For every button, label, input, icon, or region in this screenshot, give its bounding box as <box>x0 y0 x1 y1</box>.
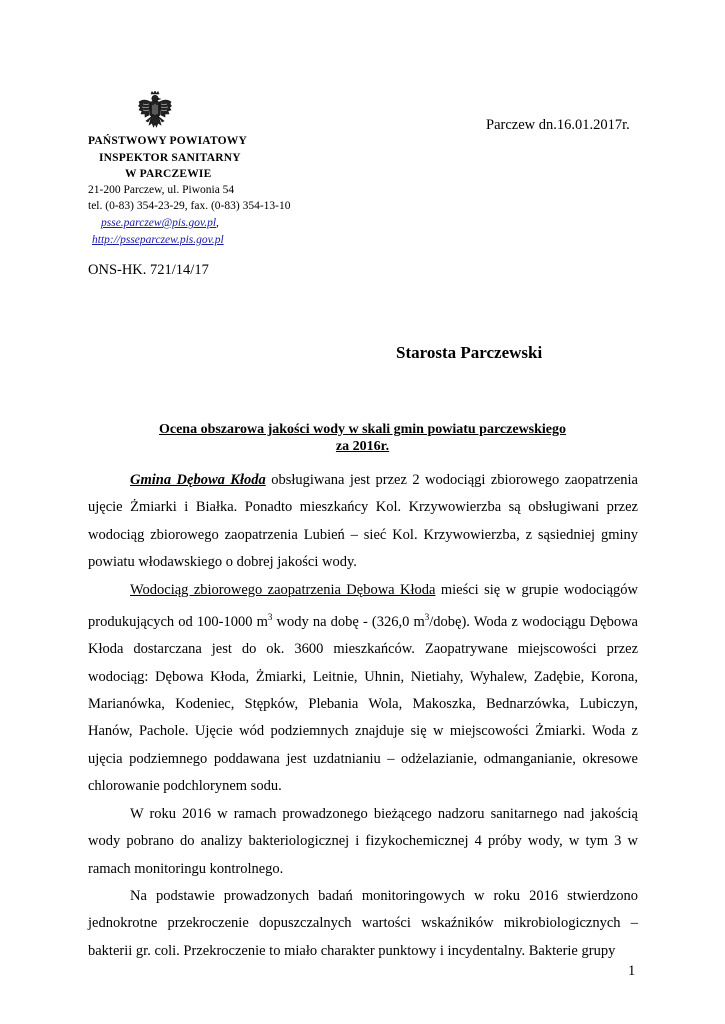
paragraph-4: Na podstawie prowadzonych badań monitoringowych w roku 2016 stwierdzono jednokrotne przekroczenie dopuszczalnych wartości wskaźników mikrobiologicznych – bakterii gr. coli. Przekroczenie to miało charakter punktowy i incydentalny. Bakterie grupy <box>88 887 638 959</box>
document-title-line2: za 2016r. <box>335 439 390 454</box>
document-title-line1: Ocena obszarowa jakości wody w skali gmin powiatu parczewskiego <box>158 422 567 437</box>
paragraph-2-text-a: mieści się w grupie wodociągów produkujących od 100-1000 m <box>88 581 638 630</box>
addressee: Starosta Parczewski <box>396 343 543 362</box>
page-number: 1 <box>628 963 636 979</box>
org-name-line1: PAŃSTWOWY POWIATOWY <box>88 135 247 147</box>
org-name-line2: INSPEKTOR SANITARNY <box>99 152 241 164</box>
paragraph-1-text: obsługiwana jest przez 2 wodociągi zbiorowego zaopatrzenia ujęcie Żmiarki i Białka. Ponadto mieszkańcy Kol. Krzywowierzba są obsługiwani przez wodociąg zbiorowego zaopatrzenia Lubień – sieć Kol. Krzywowierzba, z sąsiedniej gminy powiatu włodawskiego o dobrej jakości wody. <box>88 472 638 571</box>
website-link[interactable]: http://psseparczew.pis.gov.pl <box>92 234 224 246</box>
org-website-line <box>92 233 224 248</box>
paragraph-2 <box>88 577 638 801</box>
waterworks-name: Wodociąg zbiorowego zaopatrzenia Dębowa Kłoda <box>130 581 436 598</box>
email-suffix: , <box>216 217 219 229</box>
superscript-3: 3 <box>424 612 430 623</box>
polish-eagle-emblem-icon <box>137 91 173 133</box>
org-email-line <box>101 216 219 231</box>
reference-number: ONS-HK. 721/14/17 <box>88 262 209 278</box>
email-link[interactable]: psse.parczew@pis.gov.pl <box>101 217 217 229</box>
document-title <box>0 421 725 455</box>
superscript-3: 3 <box>267 612 273 623</box>
org-name-line3: W PARCZEWIE <box>125 168 212 180</box>
municipality-name: Gmina Dębowa Kłoda <box>130 472 266 488</box>
org-address: 21-200 Parczew, ul. Piwonia 54 <box>88 184 235 196</box>
paragraph-3: W roku 2016 w ramach prowadzonego bieżącego nadzoru sanitarnego nad jakością wody pobrano do analizy bakteriologicznej i fizykochemicznej 4 próby wody, w tym 3 w ramach monitoringu kontrolnego. <box>88 805 638 877</box>
paragraph-2-text-b: wody na dobę - (326,0 m <box>272 613 425 630</box>
document-body <box>88 467 638 965</box>
document-date: Parczew dn.16.01.2017r. <box>486 117 630 133</box>
paragraph-1 <box>88 467 638 577</box>
paragraph-2-text-c: /dobę). Woda z wodociągu Dębowa Kłoda dostarczana jest do ok. 3600 mieszkańców. Zaopatrywane miejscowości przez wodociąg: Dębowa Kłoda, Żmiarki, Leitnie, Uhnin, Nietiahy, Wyhalew, Zadębie, Korona, Marianówka, Kodeniec, Stępków, Plebania Wola, Makoszka, Bednarzówka, Lubiczyn, Hanów, Pachole. Ujęcie wód podziemnych znajduje się w miejscowości Żmiarki. Woda z ujęcia podziemnego poddawana jest uzdatnianiu – odżelazianie, odmanganianie, okresowe chlorowanie podchlorynem sodu. <box>88 613 638 795</box>
org-phone-fax: tel. (0-83) 354-23-29, fax. (0-83) 354-13-10 <box>88 200 291 212</box>
